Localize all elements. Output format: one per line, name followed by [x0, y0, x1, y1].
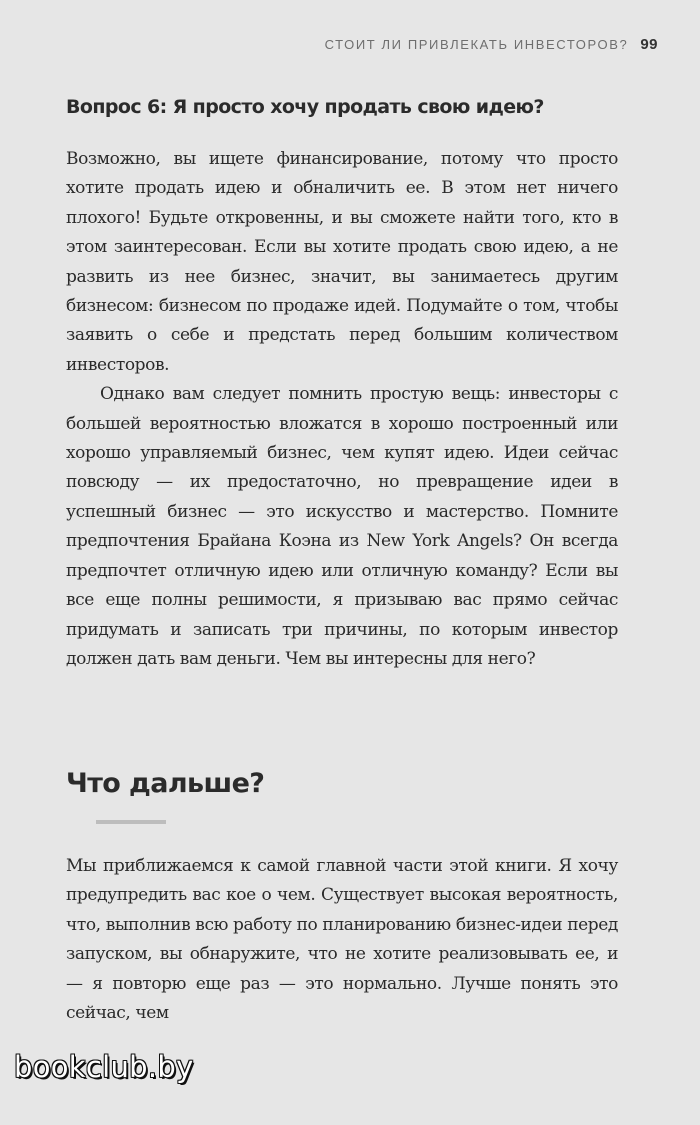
- question-body: [66, 145, 618, 674]
- paragraph: Однако вам следует помнить простую вещь: инвесторы с большей вероятностью вложатся в хорошо построенный или хорошо управляемый бизнес, чем купят идею. Идеи сейчас повсюду — их предостаточно, но превращение идеи в успешный бизнес — это искусство и мастерство. Помните предпочтения Брайана Коэна из New York Angels? Он всегда предпочтет отличную идею или отличную команду? Если вы все еще полны решимости, я призываю вас прямо сейчас придумать и записать три причины, по которым инвестор должен дать вам деньги. Чем вы интересны для него?: [66, 384, 618, 669]
- paragraph: Мы приближаемся к самой главной части этой книги. Я хочу предупредить вас кое о чем. Существует высокая вероятность, что, выполнив всю работу по планированию бизнес-идеи перед запуском, вы обнаружите, что не хотите реализовывать ее, и — я повторю еще раз — это нормально. Лучше понять это сейчас, чем: [66, 856, 618, 1024]
- paragraph: Возможно, вы ищете финансирование, потому что просто хотите продать идею и обналичить ее. В этом нет ничего плохого! Будьте откровенны, и вы сможете найти того, кто в этом заинтересован. Если вы хотите продать свою идею, а не развить из нее бизнес, значит, вы занимаетесь другим бизнесом: бизнесом по продаже идей. Подумайте о том, чтобы заявить о себе и предстать перед большим количеством инвесторов.: [66, 149, 618, 375]
- section-rule: [96, 820, 166, 824]
- running-header: [0, 36, 658, 53]
- running-title: СТОИТ ЛИ ПРИВЛЕКАТЬ ИНВЕСТОРОВ?: [324, 37, 629, 52]
- section-body: [66, 852, 618, 1028]
- page-number: 99: [640, 36, 658, 53]
- question-heading: Вопрос 6: Я просто хочу продать свою идею?: [66, 96, 544, 118]
- watermark: bookclub.by: [14, 1050, 194, 1084]
- section-heading: Что дальше?: [66, 768, 265, 799]
